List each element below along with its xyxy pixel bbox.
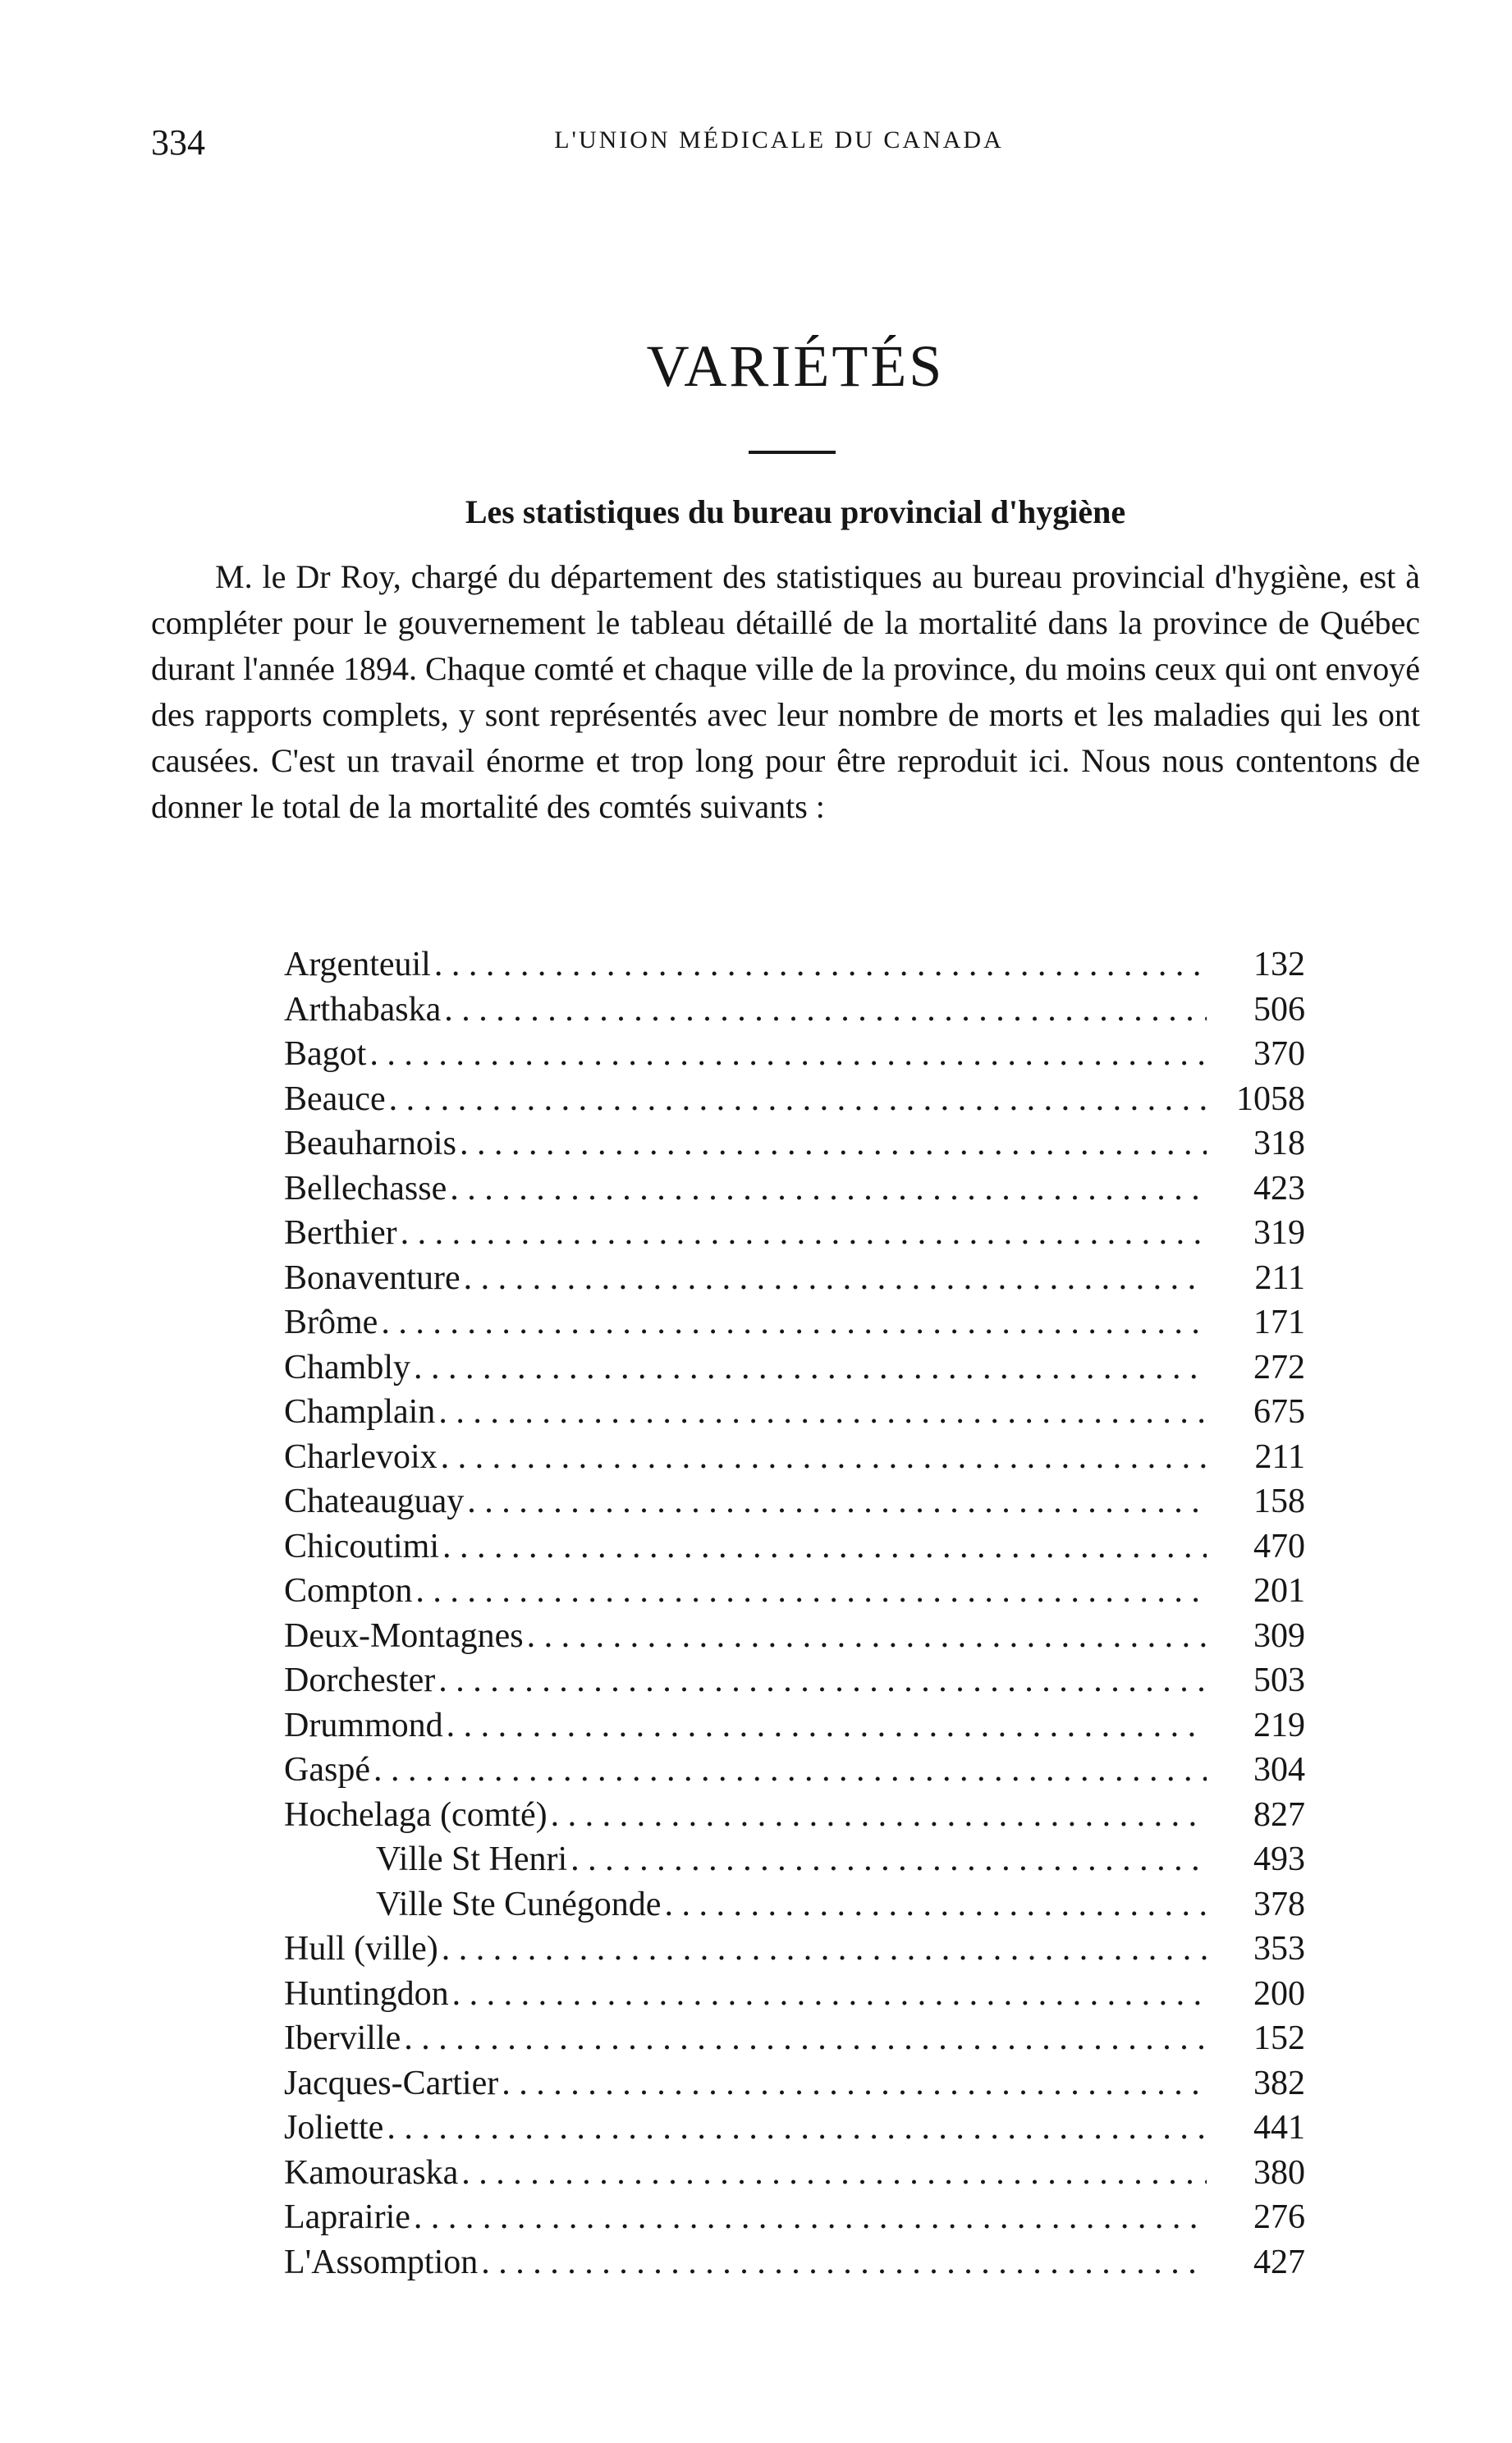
county-name: Iberville	[284, 2019, 401, 2057]
dot-leader	[481, 2240, 1207, 2285]
table-row	[284, 1569, 1305, 1614]
death-count: 423	[1253, 1169, 1305, 1208]
death-count: 503	[1253, 1662, 1305, 1699]
article-paragraph: M. le Dr Roy, chargé du département des statistiques au bureau provincial d'hygiène, est à compléter pour le gouvernement le tableau détaillé de la mortalité dans la province de Québec durant l'année 1894. Chaque comté et chaque ville de la province, du moins ceux qui ont envoyé des rapports complets, y sont représentés avec leur nombre de morts et les maladies qui les ont causées. C'est un travail énorme et trop long pour être reproduit ici. Nous nous contentons de donner le total de la mortalité des comtés suivants :	[151, 558, 1420, 825]
table-row	[284, 1882, 1305, 1927]
county-name: Chateauguay	[284, 1483, 465, 1520]
death-count: 380	[1253, 2153, 1305, 2192]
death-count: 276	[1253, 2198, 1305, 2236]
county-name: Joliette	[284, 2109, 384, 2147]
county-name: Chambly	[284, 1348, 410, 1387]
death-count: 304	[1253, 1751, 1305, 1789]
death-count: 378	[1253, 1885, 1305, 1923]
county-name: L'Assomption	[284, 2243, 479, 2281]
section-title: VARIÉTÉS	[646, 333, 945, 399]
county-name: Gaspé	[284, 1751, 370, 1789]
dot-leader	[441, 1435, 1207, 1480]
dot-leader	[414, 1345, 1207, 1391]
death-count: 319	[1253, 1214, 1305, 1252]
county-name: Brôme	[284, 1304, 378, 1341]
county-name: Ville Ste Cunégonde	[376, 1885, 662, 1923]
article-title: Les statistiques du bureau provincial d'hygiène	[465, 493, 1126, 530]
table-row	[284, 2106, 1305, 2151]
dot-leader	[461, 2151, 1207, 2196]
county-name: Beauharnois	[284, 1125, 456, 1162]
death-count: 675	[1253, 1393, 1305, 1431]
death-count: 219	[1253, 1706, 1305, 1744]
death-count: 493	[1253, 1840, 1305, 1878]
dot-leader	[404, 2016, 1207, 2061]
dot-leader	[414, 2195, 1207, 2240]
county-name: Argenteuil	[284, 946, 431, 983]
dot-leader	[401, 1211, 1207, 1256]
death-count: 272	[1253, 1348, 1305, 1387]
table-row	[284, 1837, 1305, 1882]
county-name: Kamouraska	[284, 2153, 459, 2192]
death-count: 370	[1253, 1035, 1305, 1073]
county-name: Huntingdon	[284, 1974, 449, 2013]
dot-leader	[460, 1121, 1207, 1166]
table-row	[284, 2151, 1305, 2196]
title-rule	[749, 451, 836, 454]
death-count: 211	[1254, 1437, 1305, 1476]
county-name: Deux-Montagnes	[284, 1616, 524, 1655]
county-name: Bagot	[284, 1035, 367, 1073]
table-row	[284, 988, 1305, 1033]
death-count: 309	[1253, 1616, 1305, 1655]
dot-leader	[389, 1077, 1207, 1122]
death-count: 132	[1253, 946, 1305, 983]
death-count: 1058	[1236, 1079, 1305, 1118]
county-name: Jacques-Cartier	[284, 2064, 499, 2102]
death-count: 158	[1253, 1483, 1305, 1520]
dot-leader	[551, 1793, 1207, 1838]
table-row	[284, 1121, 1305, 1166]
dot-leader	[438, 1390, 1207, 1435]
dot-leader	[502, 2061, 1207, 2106]
county-name: Charlevoix	[284, 1437, 438, 1476]
table-row	[284, 1345, 1305, 1391]
death-count: 353	[1253, 1930, 1305, 1968]
table-row	[284, 1479, 1305, 1524]
county-name: Hull (ville)	[284, 1930, 438, 1968]
table-row	[284, 1390, 1305, 1435]
county-name: Beauce	[284, 1079, 386, 1118]
journal-title: L'UNION MÉDICALE DU CANADA	[554, 126, 1004, 154]
table-row	[284, 2195, 1305, 2240]
dot-leader	[444, 988, 1207, 1033]
death-count: 152	[1253, 2019, 1305, 2057]
table-row	[284, 1077, 1305, 1122]
death-count: 382	[1253, 2064, 1305, 2102]
table-row	[284, 942, 1305, 988]
dot-leader	[447, 1703, 1207, 1749]
table-row	[284, 1658, 1305, 1703]
dot-leader	[438, 1658, 1207, 1703]
dot-leader	[415, 1569, 1207, 1614]
dot-leader	[452, 1972, 1207, 2017]
county-name: Hochelaga (comté)	[284, 1795, 548, 1834]
county-name: Arthabaska	[284, 990, 442, 1029]
table-row	[284, 2240, 1305, 2285]
running-head	[151, 121, 1407, 171]
county-name: Ville St Henri	[376, 1840, 568, 1878]
table-row	[284, 1300, 1305, 1345]
dot-leader	[570, 1837, 1207, 1882]
dot-leader	[387, 2106, 1207, 2151]
death-count: 506	[1253, 990, 1305, 1029]
mortality-table	[284, 942, 1305, 2285]
death-count: 200	[1253, 1974, 1305, 2013]
dot-leader	[467, 1479, 1207, 1524]
death-count: 827	[1253, 1795, 1305, 1834]
county-name: Bonaventure	[284, 1258, 460, 1297]
page-number: 334	[151, 122, 205, 163]
county-name: Berthier	[284, 1214, 397, 1252]
death-count: 201	[1253, 1572, 1305, 1610]
dot-leader	[464, 1256, 1207, 1301]
table-row	[284, 1793, 1305, 1838]
death-count: 441	[1253, 2109, 1305, 2147]
county-name: Chicoutimi	[284, 1527, 439, 1565]
table-row	[284, 1211, 1305, 1256]
death-count: 318	[1253, 1125, 1305, 1162]
dot-leader	[442, 1927, 1207, 1972]
county-name: Bellechasse	[284, 1169, 447, 1208]
table-row	[284, 1927, 1305, 1972]
county-name: Compton	[284, 1572, 413, 1610]
county-name: Dorchester	[284, 1662, 436, 1699]
table-row	[284, 1972, 1305, 2017]
dot-leader	[527, 1614, 1207, 1659]
table-row	[284, 1032, 1305, 1077]
dot-leader	[381, 1300, 1207, 1345]
table-row	[284, 1524, 1305, 1570]
death-count: 470	[1253, 1527, 1305, 1565]
dot-leader	[450, 1166, 1207, 1212]
county-name: Champlain	[284, 1393, 436, 1431]
table-row	[284, 1256, 1305, 1301]
table-row	[284, 2016, 1305, 2061]
table-row	[284, 1435, 1305, 1480]
county-name: Drummond	[284, 1706, 443, 1744]
dot-leader	[369, 1032, 1207, 1077]
county-name: Laprairie	[284, 2198, 410, 2236]
death-count: 211	[1254, 1258, 1305, 1297]
table-row	[284, 1748, 1305, 1793]
dot-leader	[373, 1748, 1207, 1793]
dot-leader	[434, 942, 1207, 988]
table-row	[284, 2061, 1305, 2106]
dot-leader	[442, 1524, 1207, 1570]
death-count: 171	[1253, 1304, 1305, 1341]
table-row	[284, 1703, 1305, 1749]
table-row	[284, 1614, 1305, 1659]
dot-leader	[664, 1882, 1207, 1927]
table-row	[284, 1166, 1305, 1212]
death-count: 427	[1253, 2243, 1305, 2281]
